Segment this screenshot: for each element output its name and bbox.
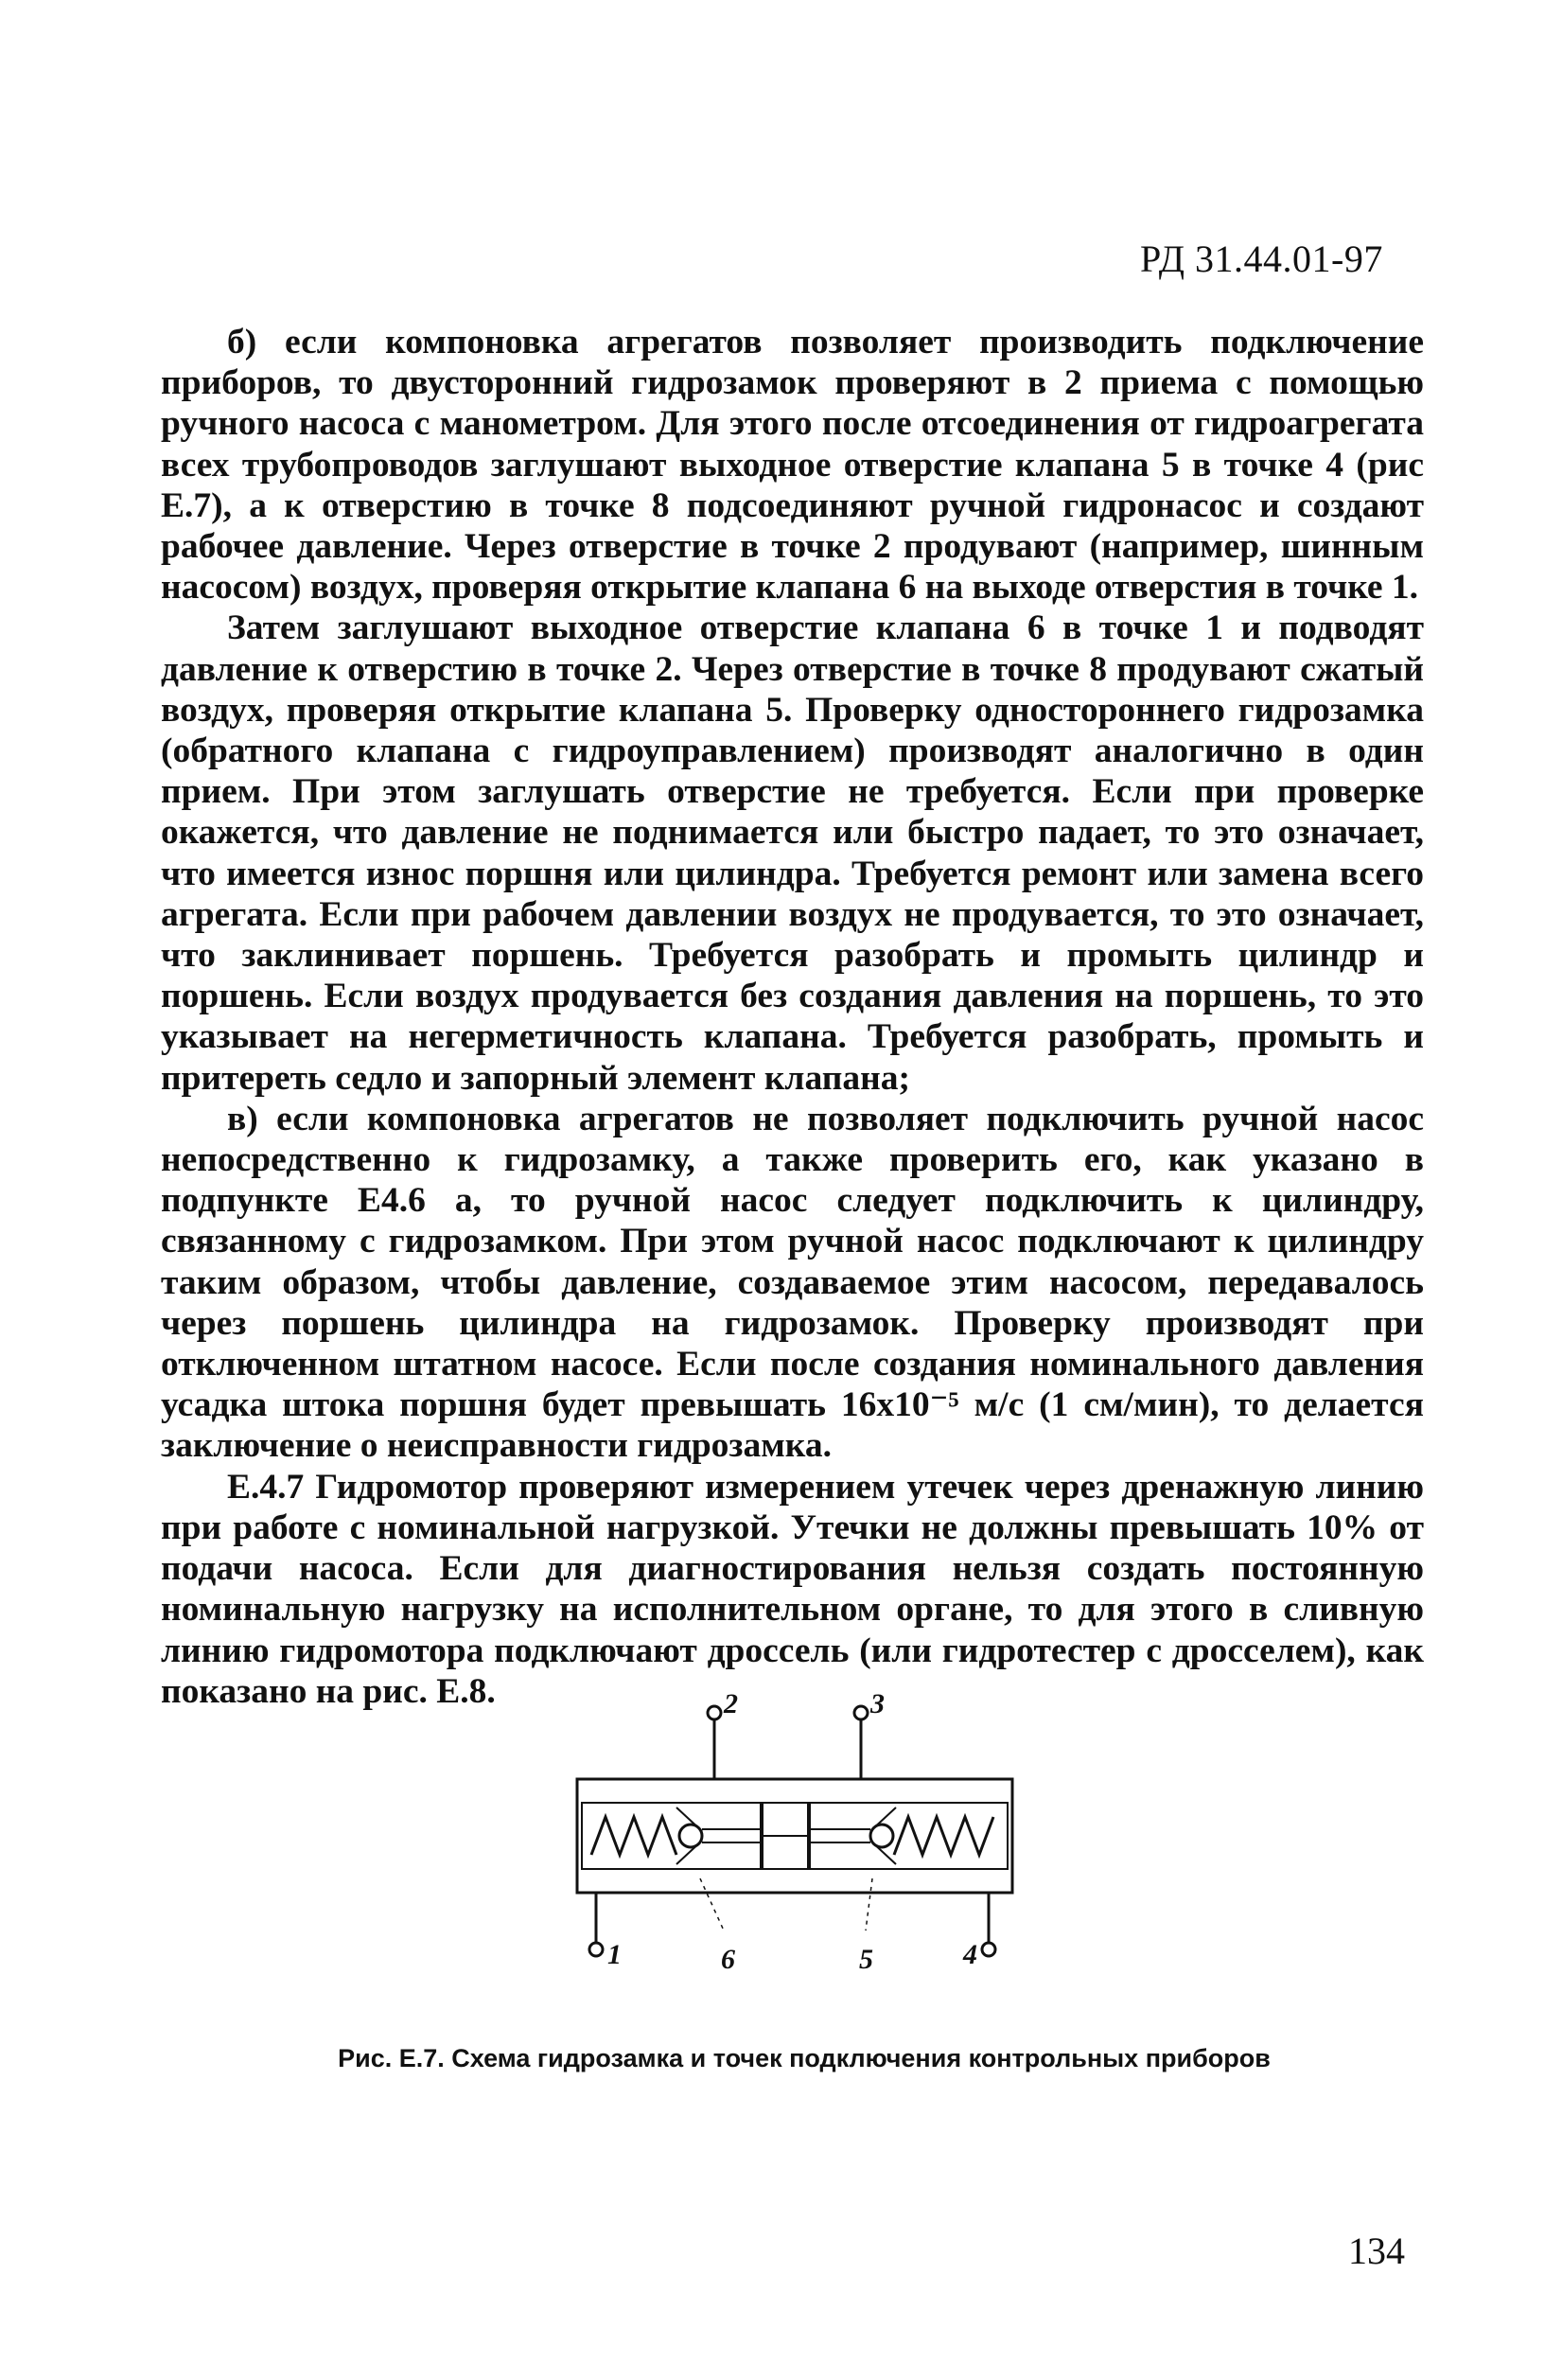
paragraph-v: в) если компоновка агрегатов не позволяет подключить ручной насос непосредственно к гидрозамку, а также проверить его, как указано в подпункте Е4.6 а, то ручной насос следует подключить к цилиндру, связанному с гидрозамком. При этом ручной насос подключают к цилиндру таким образом, чтобы давление, создаваемое этим насосом, передавалось через поршень цилиндра на гидрозамок. Проверку производят при отключенном штатном насосе. Если после создания номинального давления усадка штока поршня будет превышать 16x10⁻⁵ м/с (1 см/мин), то делается заключение о неисправности гидрозамка. [161,1099,1424,1466]
label-6: 6 [721,1944,735,1975]
hydro-lock-diagram [558,1689,1031,2011]
port-3 [854,1706,868,1719]
label-5: 5 [859,1944,873,1975]
right-spring [894,1817,993,1855]
left-spring [591,1817,676,1855]
port-4 [982,1943,995,1956]
label-2: 2 [724,1689,738,1719]
body-text [161,322,1424,1712]
figure-caption: Рис. Е.7. Схема гидрозамка и точек подключения контрольных приборов [338,2044,1271,2072]
diagram-svg [558,1689,1031,2011]
port-2 [708,1706,721,1719]
label-3: 3 [870,1689,885,1719]
paragraph-e47: Е.4.7 Гидромотор проверяют измерением утечек через дренажную линию при работе с номинальной нагрузкой. Утечки не должны превышать 10% от подачи насоса. Если для диагностирования нельзя создать постоянную номинальную нагрузку на исполнительном органе, то для этого в сливную линию гидромотора подключают дроссель (или гидротестер с дросселем), как показано на рис. Е.8. [161,1467,1424,1711]
label-4: 4 [963,1939,977,1970]
paragraph-continued: Затем заглушают выходное отверстие клапана 6 в точке 1 и подводят давление к отверстию в точке 2. Через отверстие в точке 8 продувают сжатый воздух, проверяя открытие клапана 5. Проверку одностороннего гидрозамка (обратного клапана с гидроуправлением) производят аналогично в один прием. При этом заглушать отверстие не требуется. Если при проверке окажется, что давление не поднимается или быстро падает, то это означает, что имеется износ поршня или цилиндра. Требуется ремонт или замена всего агрегата. Если при рабочем давлении воздух не продувается, то это означает, что заклинивает поршень. Требуется разобрать и промыть цилиндр и поршень. Если воздух продувается без создания давления на поршень, то это указывает на негерметичность клапана. Требуется разобрать, промыть и притереть седло и запорный элемент клапана; [161,608,1424,1098]
port-1 [589,1943,603,1956]
label-1: 1 [607,1939,622,1970]
paragraph-b: б) если компоновка агрегатов позволяет производить подключение приборов, то двусторонний гидрозамок проверяют в 2 приема с помощью ручного насоса с манометром. Для этого после отсоединения от гидроагрегата всех трубопроводов заглушают выходное отверстие клапана 5 в точке 4 (рис Е.7), а к отверстию в точке 8 подсоединяют ручной гидронасос и создают рабочее давление. Через отверстие в точке 2 продувают (например, шинным насосом) воздух, проверяя открытие клапана 6 на выходе отверстия в точке 1. [161,323,1424,608]
document-code: РД 31.44.01-97 [1140,238,1383,280]
page-number: 134 [1348,2230,1405,2272]
